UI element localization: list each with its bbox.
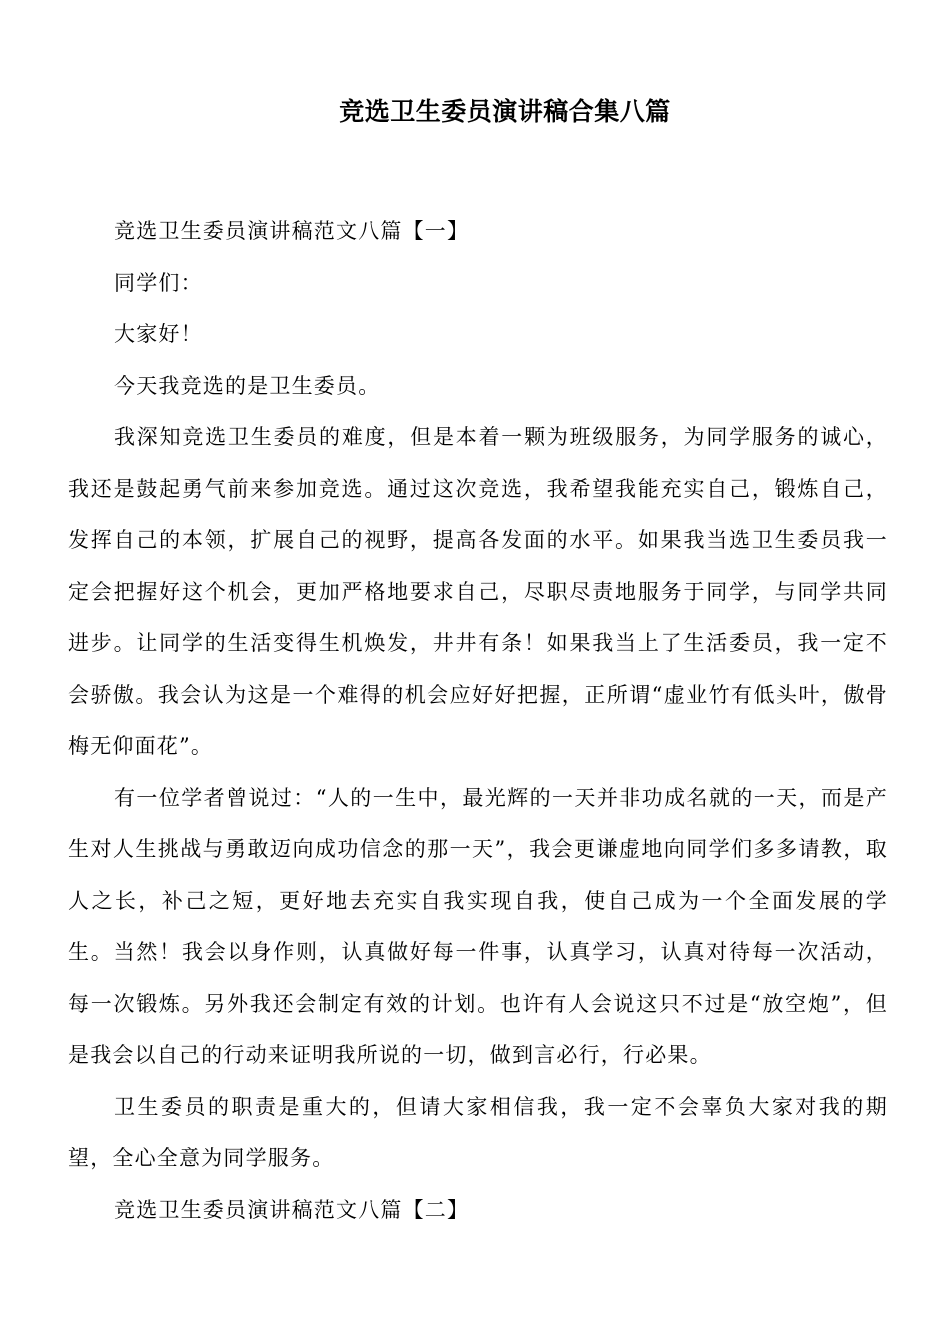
paragraph-body-1: 我深知竞选卫生委员的难度，但是本着一颗为班级服务，为同学服务的诚心，我还是鼓起勇气前来参加竞选。通过这次竞选，我希望我能充实自己，锻炼自己，发挥自己的本领，扩展自己的视野，提高各发面的水平。如果我当选卫生委员我一定会把握好这个机会，更加严格地要求自己，尽职尽责地服务于同学，与同学共同进步。让同学的生活变得生机焕发，井井有条！如果我当上了生活委员，我一定不会骄傲。我会认为这是一个难得的机会应好好把握，正所谓“虚业竹有低头叶，傲骨梅无仰面花”。	[68, 425, 888, 758]
greeting: 大家好！	[114, 322, 203, 346]
paragraph-body-2: 有一位学者曾说过：“人的一生中，最光辉的一天并非功成名就的一天，而是产生对人生挑战与勇敢迈向成功信念的那一天”，我会更谦虚地向同学们多多请教，取人之长，补己之短，更好地去充实自我实现自我，使自己成为一个全面发展的学生。当然！我会以身作则，认真做好每一件事，认真学习，认真对待每一次活动，每一次锻炼。另外我还会制定有效的计划。也许有人会说这只不过是“放空炮”，但是我会以自己的行动来证明我所说的一切，做到言必行，行必果。	[68, 785, 888, 1067]
paragraph-intro: 今天我竞选的是卫生委员。	[114, 373, 381, 398]
document-body	[68, 206, 888, 1236]
salutation: 同学们：	[114, 270, 203, 295]
section-heading-2: 竞选卫生委员演讲稿范文八篇【二】	[114, 1197, 470, 1222]
section-heading-1: 竞选卫生委员演讲稿范文八篇【一】	[114, 219, 470, 243]
paragraph-body-3: 卫生委员的职责是重大的，但请大家相信我，我一定不会辜负大家对我的期望，全心全意为同学服务。	[68, 1094, 888, 1170]
document-title: 竞选卫生委员演讲稿合集八篇	[339, 97, 671, 126]
